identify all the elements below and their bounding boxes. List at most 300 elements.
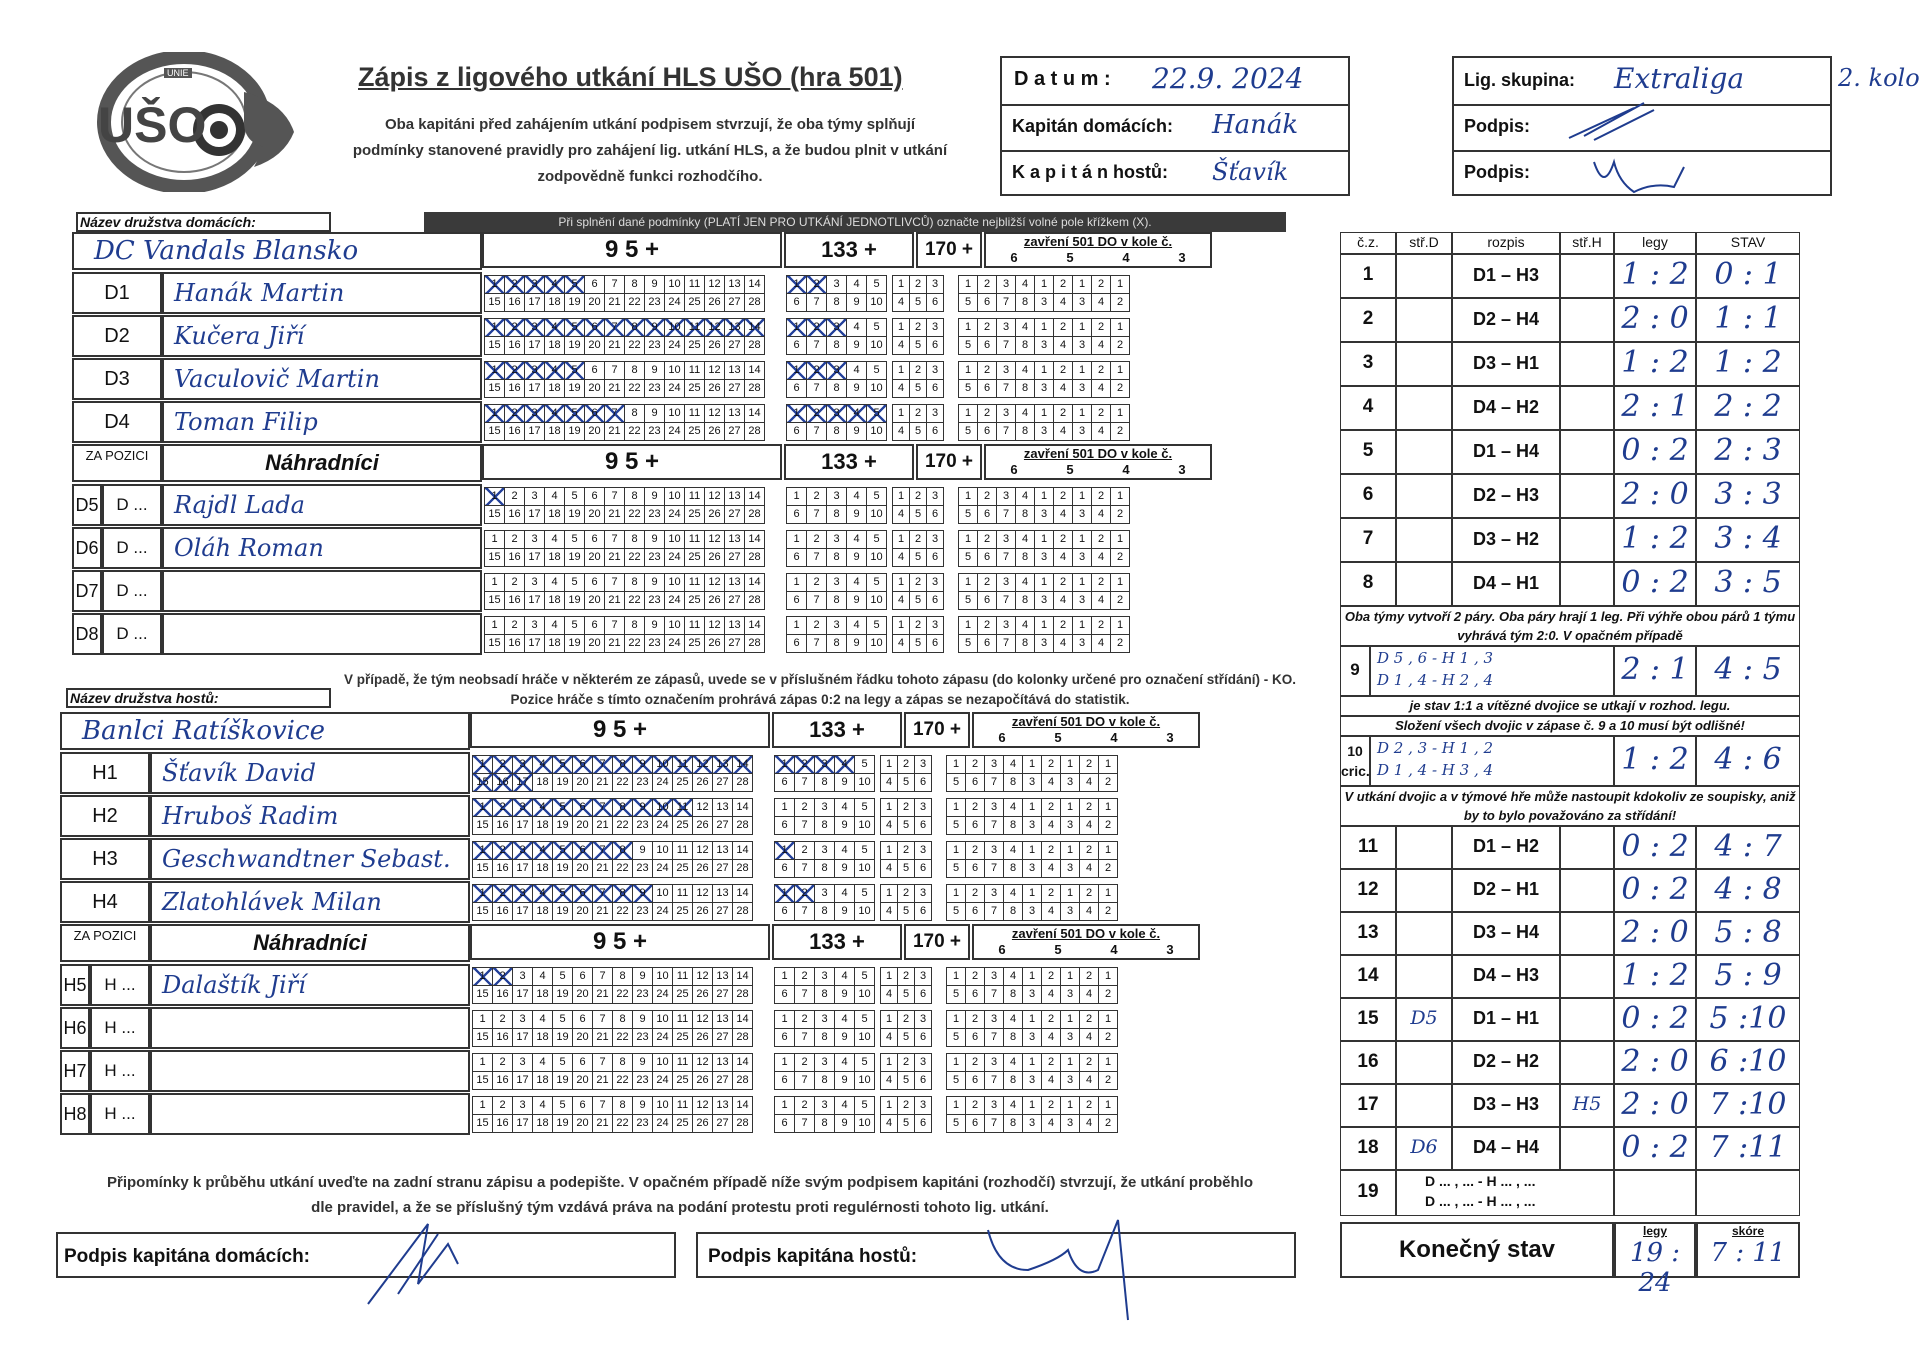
score-cell[interactable]: 13: [725, 276, 745, 294]
score-cell[interactable]: 11: [685, 574, 705, 592]
score-cell[interactable]: 11: [673, 842, 693, 860]
grid-133[interactable]: [786, 573, 887, 610]
sub-home[interactable]: [1396, 826, 1452, 869]
score-cell[interactable]: 21: [605, 592, 625, 610]
score-cell[interactable]: 10: [867, 635, 887, 653]
score-cell[interactable]: 4: [847, 362, 867, 380]
score-cell[interactable]: 2: [1080, 885, 1099, 903]
score-cell[interactable]: 3: [915, 1097, 932, 1115]
sub-home[interactable]: [1396, 474, 1452, 518]
score-cell[interactable]: 2: [807, 276, 827, 294]
score-cell[interactable]: 27: [725, 506, 745, 524]
score-cell[interactable]: 18: [533, 860, 553, 878]
score-cell[interactable]: 4: [1080, 774, 1099, 792]
score-cell[interactable]: 2: [1042, 756, 1061, 774]
score-cell[interactable]: 4: [1016, 405, 1035, 423]
score-cell[interactable]: 3: [1023, 903, 1042, 921]
score-cell[interactable]: 2: [910, 531, 927, 549]
score-cell[interactable]: 16: [493, 1115, 513, 1133]
score-cell[interactable]: 1: [1035, 617, 1054, 635]
score-cell[interactable]: 2: [505, 276, 525, 294]
score-cell[interactable]: 6: [787, 380, 807, 398]
score-cell[interactable]: 10: [653, 756, 673, 774]
score-cell[interactable]: 23: [645, 423, 665, 441]
grid-95[interactable]: [484, 275, 765, 312]
score-cell[interactable]: 3: [525, 531, 545, 549]
grid-170[interactable]: [880, 884, 932, 921]
score-cell[interactable]: 7: [807, 380, 827, 398]
score-cell[interactable]: 28: [733, 817, 753, 835]
score-cell[interactable]: 4: [1080, 903, 1099, 921]
score-cell[interactable]: 1: [959, 276, 978, 294]
score-cell[interactable]: 3: [985, 885, 1004, 903]
grid-closure[interactable]: [946, 755, 1118, 792]
score-cell[interactable]: 14: [745, 276, 765, 294]
score-cell[interactable]: 10: [855, 1072, 875, 1090]
score-cell[interactable]: 5: [553, 1097, 573, 1115]
score-cell[interactable]: 1: [775, 1011, 795, 1029]
score-cell[interactable]: 2: [807, 617, 827, 635]
grid-95[interactable]: [484, 318, 765, 355]
score-cell[interactable]: 1: [959, 531, 978, 549]
score-cell[interactable]: 2: [1092, 362, 1111, 380]
score-cell[interactable]: 3: [827, 276, 847, 294]
score-cell[interactable]: 12: [705, 574, 725, 592]
score-cell[interactable]: 8: [1016, 380, 1035, 398]
score-cell[interactable]: 7: [985, 817, 1004, 835]
score-cell[interactable]: 8: [1004, 817, 1023, 835]
score-cell[interactable]: 19: [553, 817, 573, 835]
score-cell[interactable]: 5: [898, 860, 915, 878]
score-cell[interactable]: 27: [713, 1072, 733, 1090]
score-cell[interactable]: 4: [1042, 774, 1061, 792]
score-cell[interactable]: 4: [533, 842, 553, 860]
score-cell[interactable]: 5: [947, 903, 966, 921]
score-cell[interactable]: 7: [605, 617, 625, 635]
score-cell[interactable]: 24: [653, 1115, 673, 1133]
score-cell[interactable]: 1: [1111, 488, 1130, 506]
grid-95[interactable]: [472, 1010, 753, 1047]
score-cell[interactable]: 25: [685, 337, 705, 355]
score-cell[interactable]: 3: [827, 319, 847, 337]
score-cell[interactable]: 3: [1061, 817, 1080, 835]
score-cell[interactable]: 14: [745, 488, 765, 506]
score-cell[interactable]: 8: [827, 380, 847, 398]
score-cell[interactable]: 8: [613, 799, 633, 817]
score-cell[interactable]: 7: [593, 799, 613, 817]
score-cell[interactable]: 2: [978, 488, 997, 506]
score-cell[interactable]: 1: [1099, 799, 1118, 817]
score-cell[interactable]: 27: [725, 337, 745, 355]
score-cell[interactable]: 9: [835, 1072, 855, 1090]
score-cell[interactable]: 9: [633, 1054, 653, 1072]
score-cell[interactable]: 24: [665, 506, 685, 524]
score-cell[interactable]: 8: [815, 903, 835, 921]
score-cell[interactable]: 1: [947, 756, 966, 774]
score-cell[interactable]: 5: [855, 885, 875, 903]
score-cell[interactable]: 9: [835, 1029, 855, 1047]
score-cell[interactable]: 15: [473, 817, 493, 835]
score-cell[interactable]: 4: [1004, 842, 1023, 860]
score-cell[interactable]: 2: [1092, 617, 1111, 635]
score-cell[interactable]: 10: [665, 405, 685, 423]
score-cell[interactable]: 25: [673, 903, 693, 921]
grid-133[interactable]: [786, 275, 887, 312]
score-cell[interactable]: 27: [725, 380, 745, 398]
score-cell[interactable]: 8: [827, 635, 847, 653]
score-cell[interactable]: 7: [593, 968, 613, 986]
score-cell[interactable]: 2: [493, 756, 513, 774]
score-cell[interactable]: 19: [565, 549, 585, 567]
match-legs[interactable]: [1614, 1170, 1696, 1216]
score-cell[interactable]: 27: [713, 774, 733, 792]
sub-home[interactable]: [1396, 430, 1452, 474]
score-cell[interactable]: 1: [485, 362, 505, 380]
score-cell[interactable]: 2: [1042, 1011, 1061, 1029]
score-cell[interactable]: 8: [613, 1011, 633, 1029]
score-cell[interactable]: 21: [605, 337, 625, 355]
score-cell[interactable]: 4: [835, 756, 855, 774]
score-cell[interactable]: 26: [693, 860, 713, 878]
score-cell[interactable]: 5: [947, 1115, 966, 1133]
score-cell[interactable]: 12: [705, 362, 725, 380]
score-cell[interactable]: 11: [673, 1097, 693, 1115]
score-cell[interactable]: 19: [553, 1072, 573, 1090]
score-cell[interactable]: 12: [705, 319, 725, 337]
score-cell[interactable]: 5: [553, 968, 573, 986]
score-cell[interactable]: 4: [1080, 1029, 1099, 1047]
score-cell[interactable]: 16: [505, 592, 525, 610]
score-cell[interactable]: 3: [927, 488, 944, 506]
score-cell[interactable]: 2: [505, 574, 525, 592]
score-cell[interactable]: 10: [855, 817, 875, 835]
match-legs[interactable]: 1 : 2: [1614, 342, 1696, 386]
score-cell[interactable]: 24: [665, 592, 685, 610]
grid-closure[interactable]: [946, 884, 1118, 921]
score-cell[interactable]: 11: [685, 319, 705, 337]
score-cell[interactable]: 1: [1099, 1011, 1118, 1029]
score-cell[interactable]: 15: [485, 294, 505, 312]
score-cell[interactable]: 7: [985, 1029, 1004, 1047]
score-cell[interactable]: 28: [745, 380, 765, 398]
score-cell[interactable]: 12: [705, 617, 725, 635]
match-score[interactable]: 4 : 7: [1696, 826, 1800, 869]
score-cell[interactable]: 18: [545, 380, 565, 398]
grid-170[interactable]: [880, 1053, 932, 1090]
score-cell[interactable]: 16: [505, 506, 525, 524]
score-cell[interactable]: 5: [959, 337, 978, 355]
score-cell[interactable]: 20: [585, 294, 605, 312]
player-name[interactable]: [162, 613, 482, 655]
score-cell[interactable]: 5: [565, 319, 585, 337]
score-cell[interactable]: 1: [787, 362, 807, 380]
score-cell[interactable]: 15: [473, 860, 493, 878]
score-cell[interactable]: 23: [633, 986, 653, 1004]
score-cell[interactable]: 2: [910, 319, 927, 337]
score-cell[interactable]: 4: [835, 1054, 855, 1072]
score-cell[interactable]: 6: [927, 337, 944, 355]
match-score[interactable]: 7 :11: [1696, 1127, 1800, 1170]
score-cell[interactable]: 6: [915, 860, 932, 878]
score-cell[interactable]: 3: [1023, 1072, 1042, 1090]
score-cell[interactable]: 5: [855, 1097, 875, 1115]
score-cell[interactable]: 5: [565, 531, 585, 549]
score-cell[interactable]: 3: [1023, 986, 1042, 1004]
score-cell[interactable]: 11: [685, 362, 705, 380]
player-name[interactable]: Toman Filip: [162, 401, 482, 443]
score-cell[interactable]: 14: [733, 968, 753, 986]
score-cell[interactable]: 19: [553, 774, 573, 792]
score-cell[interactable]: 3: [915, 842, 932, 860]
score-cell[interactable]: 3: [1023, 860, 1042, 878]
score-cell[interactable]: 5: [565, 617, 585, 635]
score-cell[interactable]: 8: [625, 531, 645, 549]
grid-170[interactable]: [892, 275, 944, 312]
grid-closure[interactable]: [958, 616, 1130, 653]
score-cell[interactable]: 2: [1054, 319, 1073, 337]
score-cell[interactable]: 7: [997, 592, 1016, 610]
score-cell[interactable]: 1: [1061, 968, 1080, 986]
score-cell[interactable]: 1: [959, 488, 978, 506]
score-cell[interactable]: 11: [685, 617, 705, 635]
score-cell[interactable]: 5: [855, 756, 875, 774]
score-cell[interactable]: 4: [835, 799, 855, 817]
score-cell[interactable]: 18: [533, 903, 553, 921]
score-cell[interactable]: 6: [978, 423, 997, 441]
score-cell[interactable]: 7: [807, 423, 827, 441]
score-cell[interactable]: 6: [915, 1072, 932, 1090]
score-cell[interactable]: 9: [847, 635, 867, 653]
score-cell[interactable]: 3: [827, 574, 847, 592]
score-cell[interactable]: 4: [1042, 817, 1061, 835]
score-cell[interactable]: 10: [665, 319, 685, 337]
match-legs[interactable]: 0 : 2: [1614, 869, 1696, 912]
score-cell[interactable]: 4: [881, 817, 898, 835]
score-cell[interactable]: 2: [807, 574, 827, 592]
score-cell[interactable]: 9: [633, 1011, 653, 1029]
score-cell[interactable]: 4: [1092, 423, 1111, 441]
score-cell[interactable]: 6: [585, 405, 605, 423]
score-cell[interactable]: 7: [593, 1054, 613, 1072]
score-cell[interactable]: 3: [1073, 380, 1092, 398]
score-cell[interactable]: 17: [525, 423, 545, 441]
score-cell[interactable]: 2: [795, 1011, 815, 1029]
score-cell[interactable]: 23: [633, 1072, 653, 1090]
home-captain-value[interactable]: Hanák: [1212, 110, 1299, 140]
score-cell[interactable]: 3: [997, 276, 1016, 294]
player-name[interactable]: Rajdl Lada: [162, 484, 482, 526]
score-cell[interactable]: 2: [978, 574, 997, 592]
score-cell[interactable]: 5: [867, 276, 887, 294]
score-cell[interactable]: 1: [1111, 362, 1130, 380]
score-cell[interactable]: 2: [1042, 842, 1061, 860]
score-cell[interactable]: 4: [1054, 337, 1073, 355]
score-cell[interactable]: 5: [855, 799, 875, 817]
score-cell[interactable]: 3: [1061, 774, 1080, 792]
score-cell[interactable]: 6: [775, 860, 795, 878]
score-cell[interactable]: 4: [533, 799, 553, 817]
score-cell[interactable]: 1: [1111, 617, 1130, 635]
score-cell[interactable]: 26: [705, 380, 725, 398]
score-cell[interactable]: 6: [927, 423, 944, 441]
score-cell[interactable]: 10: [867, 423, 887, 441]
team-name[interactable]: Banlci Ratíškovice: [60, 712, 470, 750]
score-cell[interactable]: 5: [855, 968, 875, 986]
score-cell[interactable]: 14: [745, 574, 765, 592]
score-cell[interactable]: 1: [1099, 1097, 1118, 1115]
score-cell[interactable]: 24: [665, 380, 685, 398]
sub-home[interactable]: [1396, 1041, 1452, 1084]
score-cell[interactable]: 2: [795, 756, 815, 774]
score-cell[interactable]: 3: [927, 276, 944, 294]
score-cell[interactable]: 19: [553, 986, 573, 1004]
score-cell[interactable]: 3: [815, 1054, 835, 1072]
score-cell[interactable]: 5: [947, 817, 966, 835]
score-cell[interactable]: 1: [947, 968, 966, 986]
grid-closure[interactable]: [958, 530, 1130, 567]
match-legs[interactable]: 2 : 0: [1614, 1041, 1696, 1084]
score-cell[interactable]: 26: [705, 337, 725, 355]
score-cell[interactable]: 6: [915, 903, 932, 921]
score-cell[interactable]: 22: [625, 635, 645, 653]
score-cell[interactable]: 6: [573, 1011, 593, 1029]
score-cell[interactable]: 18: [533, 817, 553, 835]
score-cell[interactable]: 1: [959, 405, 978, 423]
score-cell[interactable]: 4: [1092, 592, 1111, 610]
score-cell[interactable]: 4: [545, 617, 565, 635]
score-cell[interactable]: 6: [927, 549, 944, 567]
score-cell[interactable]: 3: [827, 405, 847, 423]
score-cell[interactable]: 5: [959, 380, 978, 398]
score-cell[interactable]: 6: [978, 549, 997, 567]
score-cell[interactable]: 2: [493, 799, 513, 817]
score-cell[interactable]: 2: [978, 405, 997, 423]
score-cell[interactable]: 4: [1016, 319, 1035, 337]
sub-away[interactable]: [1560, 869, 1614, 912]
score-cell[interactable]: 2: [1054, 531, 1073, 549]
score-cell[interactable]: 12: [693, 968, 713, 986]
score-cell[interactable]: 1: [1061, 1054, 1080, 1072]
score-cell[interactable]: 7: [985, 903, 1004, 921]
score-cell[interactable]: 12: [705, 405, 725, 423]
score-cell[interactable]: 1: [1073, 488, 1092, 506]
score-cell[interactable]: 18: [545, 294, 565, 312]
score-cell[interactable]: 5: [565, 574, 585, 592]
grid-133[interactable]: [774, 755, 875, 792]
score-cell[interactable]: 1: [787, 276, 807, 294]
grid-133[interactable]: [774, 1010, 875, 1047]
score-cell[interactable]: 1: [1061, 842, 1080, 860]
score-cell[interactable]: 21: [593, 1072, 613, 1090]
sub-away[interactable]: [1560, 342, 1614, 386]
score-cell[interactable]: 21: [605, 635, 625, 653]
score-cell[interactable]: 17: [525, 635, 545, 653]
score-cell[interactable]: 5: [553, 756, 573, 774]
score-cell[interactable]: 22: [625, 294, 645, 312]
score-cell[interactable]: 7: [807, 294, 827, 312]
score-cell[interactable]: 10: [867, 592, 887, 610]
score-cell[interactable]: 4: [1004, 1011, 1023, 1029]
score-cell[interactable]: 25: [673, 817, 693, 835]
score-cell[interactable]: 5: [855, 1054, 875, 1072]
score-cell[interactable]: 3: [1073, 337, 1092, 355]
score-cell[interactable]: 26: [705, 506, 725, 524]
score-cell[interactable]: 9: [633, 799, 653, 817]
score-cell[interactable]: 26: [705, 592, 725, 610]
score-cell[interactable]: 3: [1035, 337, 1054, 355]
score-cell[interactable]: 2: [1042, 1054, 1061, 1072]
score-cell[interactable]: 5: [910, 380, 927, 398]
score-cell[interactable]: 1: [1061, 1011, 1080, 1029]
score-cell[interactable]: 23: [633, 817, 653, 835]
score-cell[interactable]: 1: [1035, 276, 1054, 294]
score-cell[interactable]: 10: [855, 860, 875, 878]
score-cell[interactable]: 7: [605, 276, 625, 294]
score-cell[interactable]: 27: [713, 817, 733, 835]
score-cell[interactable]: 1: [947, 1054, 966, 1072]
score-cell[interactable]: 2: [795, 799, 815, 817]
score-cell[interactable]: 22: [613, 1115, 633, 1133]
score-cell[interactable]: 18: [545, 423, 565, 441]
score-cell[interactable]: 11: [673, 1054, 693, 1072]
score-cell[interactable]: 2: [1111, 337, 1130, 355]
score-cell[interactable]: 11: [673, 799, 693, 817]
score-cell[interactable]: 28: [733, 1115, 753, 1133]
score-cell[interactable]: 1: [1035, 574, 1054, 592]
score-cell[interactable]: 4: [1042, 986, 1061, 1004]
score-cell[interactable]: 5: [910, 592, 927, 610]
score-cell[interactable]: 18: [533, 1072, 553, 1090]
grid-170[interactable]: [880, 1010, 932, 1047]
score-cell[interactable]: 12: [693, 1011, 713, 1029]
match-score[interactable]: 7 :10: [1696, 1084, 1800, 1127]
score-cell[interactable]: 1: [1023, 1011, 1042, 1029]
score-cell[interactable]: 9: [835, 774, 855, 792]
match-score[interactable]: 5 : 8: [1696, 912, 1800, 955]
grid-170[interactable]: [892, 530, 944, 567]
score-cell[interactable]: 5: [867, 362, 887, 380]
score-cell[interactable]: 5: [910, 337, 927, 355]
score-cell[interactable]: 2: [966, 885, 985, 903]
score-cell[interactable]: 6: [978, 294, 997, 312]
score-cell[interactable]: 5: [565, 362, 585, 380]
score-cell[interactable]: 4: [881, 1072, 898, 1090]
sub-position[interactable]: D ...: [102, 613, 162, 655]
grid-95[interactable]: [472, 841, 753, 878]
score-cell[interactable]: 7: [997, 294, 1016, 312]
score-cell[interactable]: 2: [1111, 506, 1130, 524]
score-cell[interactable]: 6: [966, 774, 985, 792]
score-cell[interactable]: 4: [835, 842, 855, 860]
score-cell[interactable]: 7: [795, 903, 815, 921]
score-cell[interactable]: 2: [910, 276, 927, 294]
score-cell[interactable]: 3: [827, 488, 847, 506]
score-cell[interactable]: 3: [815, 1011, 835, 1029]
score-cell[interactable]: 17: [513, 817, 533, 835]
score-cell[interactable]: 8: [625, 276, 645, 294]
score-cell[interactable]: 28: [745, 549, 765, 567]
score-cell[interactable]: 3: [927, 531, 944, 549]
score-cell[interactable]: 6: [966, 903, 985, 921]
grid-170[interactable]: [892, 361, 944, 398]
score-cell[interactable]: 1: [881, 968, 898, 986]
score-cell[interactable]: 7: [985, 774, 1004, 792]
score-cell[interactable]: 4: [847, 405, 867, 423]
score-cell[interactable]: 23: [633, 774, 653, 792]
score-cell[interactable]: 3: [513, 968, 533, 986]
score-cell[interactable]: 2: [807, 362, 827, 380]
score-cell[interactable]: 17: [525, 337, 545, 355]
